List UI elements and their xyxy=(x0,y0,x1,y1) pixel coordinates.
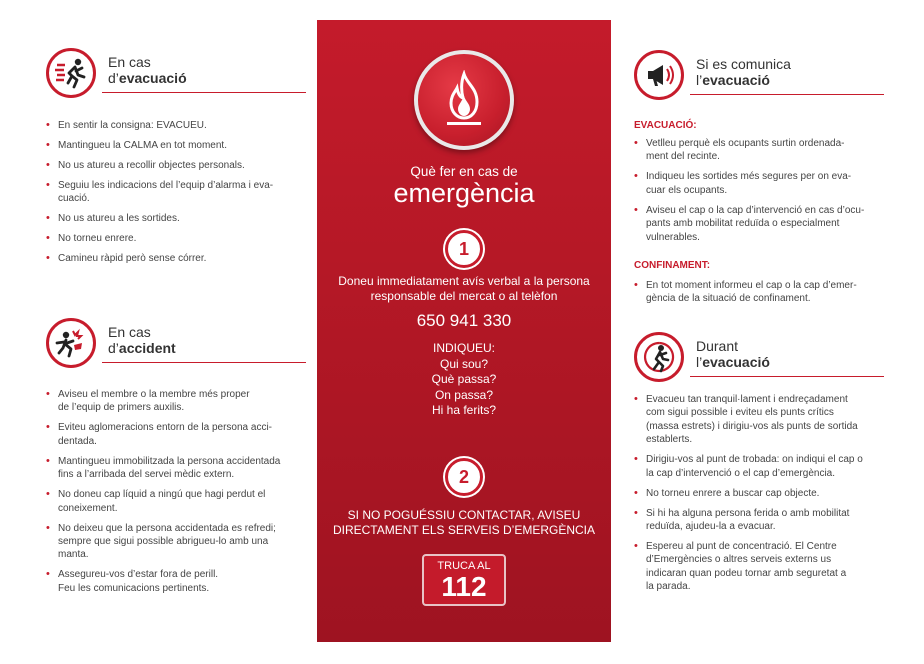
list-item: • No us atureu a les sortides. xyxy=(46,212,306,225)
step-2-text: SI NO POGUÉSSIU CONTACTAR, AVISEU DIRECTAMENT ELS SERVEIS D’EMERGÈNCIA xyxy=(332,508,596,537)
step-1-badge: 1 xyxy=(445,230,483,268)
during-list xyxy=(634,393,884,600)
list-item: • Mantingueu la CALMA en tot moment. xyxy=(46,139,306,152)
emergency-panel xyxy=(317,20,611,642)
list-item: • No torneu enrere. xyxy=(46,232,306,245)
call-label: TRUCA AL xyxy=(437,560,491,572)
list-item: • Vetlleu perquè els ocupants surtin ordenada- ment del recinte. xyxy=(634,137,884,164)
accident-list xyxy=(46,388,306,602)
divider xyxy=(690,376,884,377)
evacuation-title: En cas d’evacuació xyxy=(108,54,187,86)
communicate-header xyxy=(634,50,884,100)
list-item: • Indiqueu les sortides més segures per on eva- cuar els ocupants. xyxy=(634,170,884,197)
list-item: • Si hi ha alguna persona ferida o amb mobilitat reduïda, ajudeu-la a evacuar. xyxy=(634,507,884,534)
evacuation-list xyxy=(46,119,306,272)
running-person-icon xyxy=(46,48,96,98)
accident-title: En cas d’accident xyxy=(108,324,176,356)
list-item: • Assegureu-vos d’estar fora de perill. Feu les comunicacions pertinents. xyxy=(46,568,306,595)
call-number: 112 xyxy=(441,571,487,602)
indicate-questions: INDIQUEU: Qui sou? Què passa? On passa? Hi ha ferits? xyxy=(431,341,497,417)
list-item: • Evacueu tan tranquil·lament i endreçadament com sigui possible i eviteu els punts crítics (massa estrets) i dirigiu-vos als punts de sortida establerts. xyxy=(634,393,884,447)
list-item: • No doneu cap líquid a ningú que hagi perdut el coneixement. xyxy=(46,488,306,515)
list-item: • Eviteu aglomeracions entorn de la persona acci- dentada. xyxy=(46,421,306,448)
panel-title: emergència xyxy=(393,178,535,208)
list-item: • No us atureu a recollir objectes personals. xyxy=(46,159,306,172)
list-item: • No torneu enrere a buscar cap objecte. xyxy=(634,487,884,500)
accident-header xyxy=(46,318,306,368)
list-item: • En sentir la consigna: EVACUEU. xyxy=(46,119,306,132)
list-item: • Aviseu el cap o la cap d’intervenció en cas d’ocu- pants amb mobilitat reduïda o especialment vulnerables. xyxy=(634,204,884,244)
step-1-text: Doneu immediatament avís verbal a la persona responsable del mercat o al telèfon xyxy=(338,274,590,303)
communicate-evacuation-list xyxy=(634,137,884,251)
confinement-list xyxy=(634,279,884,312)
communicate-title: Si es comunica l’evacuació xyxy=(696,56,791,88)
panel-subtitle: Què fer en cas de xyxy=(410,164,518,179)
divider xyxy=(690,94,884,95)
list-item: • En tot moment informeu el cap o la cap d’emer- gència de la situació de confinament. xyxy=(634,279,884,306)
confinement-subheading: CONFINAMENT: xyxy=(634,260,711,271)
step-2-badge: 2 xyxy=(445,458,483,496)
evacuation-subheading: EVACUACIÓ: xyxy=(634,120,697,131)
list-item: • No deixeu que la persona accidentada es refredi; sempre que sigui possible abrigueu-lo amb una manta. xyxy=(46,522,306,562)
accident-person-icon xyxy=(46,318,96,368)
call-112-box xyxy=(422,554,506,606)
list-item: • Aviseu el membre o la membre més proper de l’equip de primers auxilis. xyxy=(46,388,306,415)
list-item: • Mantingueu immobilitzada la persona accidentada fins a l’arribada del servei mèdic extern. xyxy=(46,455,306,482)
fire-icon xyxy=(414,50,514,150)
during-title: Durant l’evacuació xyxy=(696,338,770,370)
megaphone-icon xyxy=(634,50,684,100)
during-header xyxy=(634,332,884,382)
evacuation-header xyxy=(46,48,306,98)
list-item: • Seguiu les indicacions del l’equip d’alarma i eva- cuació. xyxy=(46,179,306,206)
exit-running-icon xyxy=(634,332,684,382)
list-item: • Espereu al punt de concentració. El Centre d’Emergències o altres serveis externs us indicaran quan podeu tornar amb seguretat a la parada. xyxy=(634,540,884,594)
phone-number: 650 941 330 xyxy=(416,311,512,330)
divider xyxy=(102,92,306,93)
list-item: • Dirigiu-vos al punt de trobada: on indiqui el cap o la cap d’intervenció o el cap d’emergència. xyxy=(634,453,884,480)
list-item: • Camineu ràpid però sense córrer. xyxy=(46,252,306,265)
divider xyxy=(102,362,306,363)
